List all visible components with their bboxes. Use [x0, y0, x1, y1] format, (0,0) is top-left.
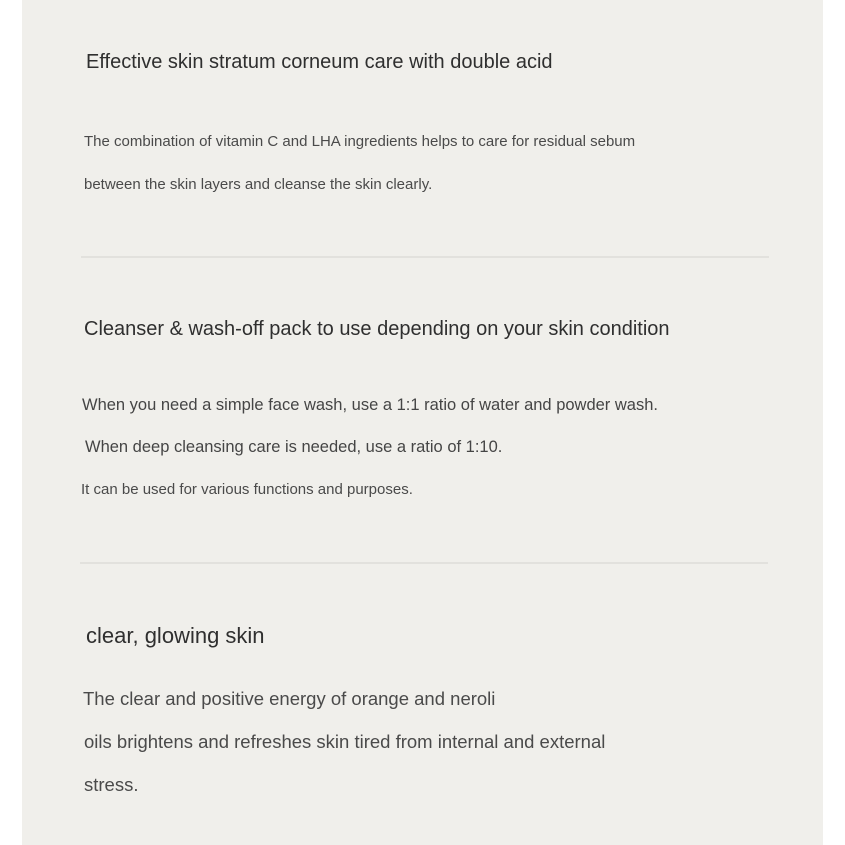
section-2-line-1: When you need a simple face wash, use a 1:1 ratio of water and powder wash.	[82, 396, 658, 414]
section-divider-2	[80, 562, 768, 564]
section-2-line-2: When deep cleansing care is needed, use a ratio of 1:10.	[85, 438, 503, 456]
section-1-line-1: The combination of vitamin C and LHA ingredients helps to care for residual sebum	[84, 133, 636, 150]
section-3-line-1: The clear and positive energy of orange and neroli	[83, 688, 496, 709]
section-2-line-3: It can be used for various functions and purposes.	[81, 481, 413, 498]
content-panel	[22, 0, 823, 845]
section-divider-1	[81, 256, 769, 258]
section-1-line-2: between the skin layers and cleanse the skin clearly.	[84, 176, 433, 193]
section-1-heading: Effective skin stratum corneum care with double acid	[86, 51, 553, 73]
section-2-heading: Cleanser & wash-off pack to use depending on your skin condition	[84, 318, 670, 340]
section-3-line-2: oils brightens and refreshes skin tired from internal and external	[84, 731, 606, 752]
section-3-line-3: stress.	[84, 774, 139, 795]
section-3-heading: clear, glowing skin	[86, 623, 265, 648]
